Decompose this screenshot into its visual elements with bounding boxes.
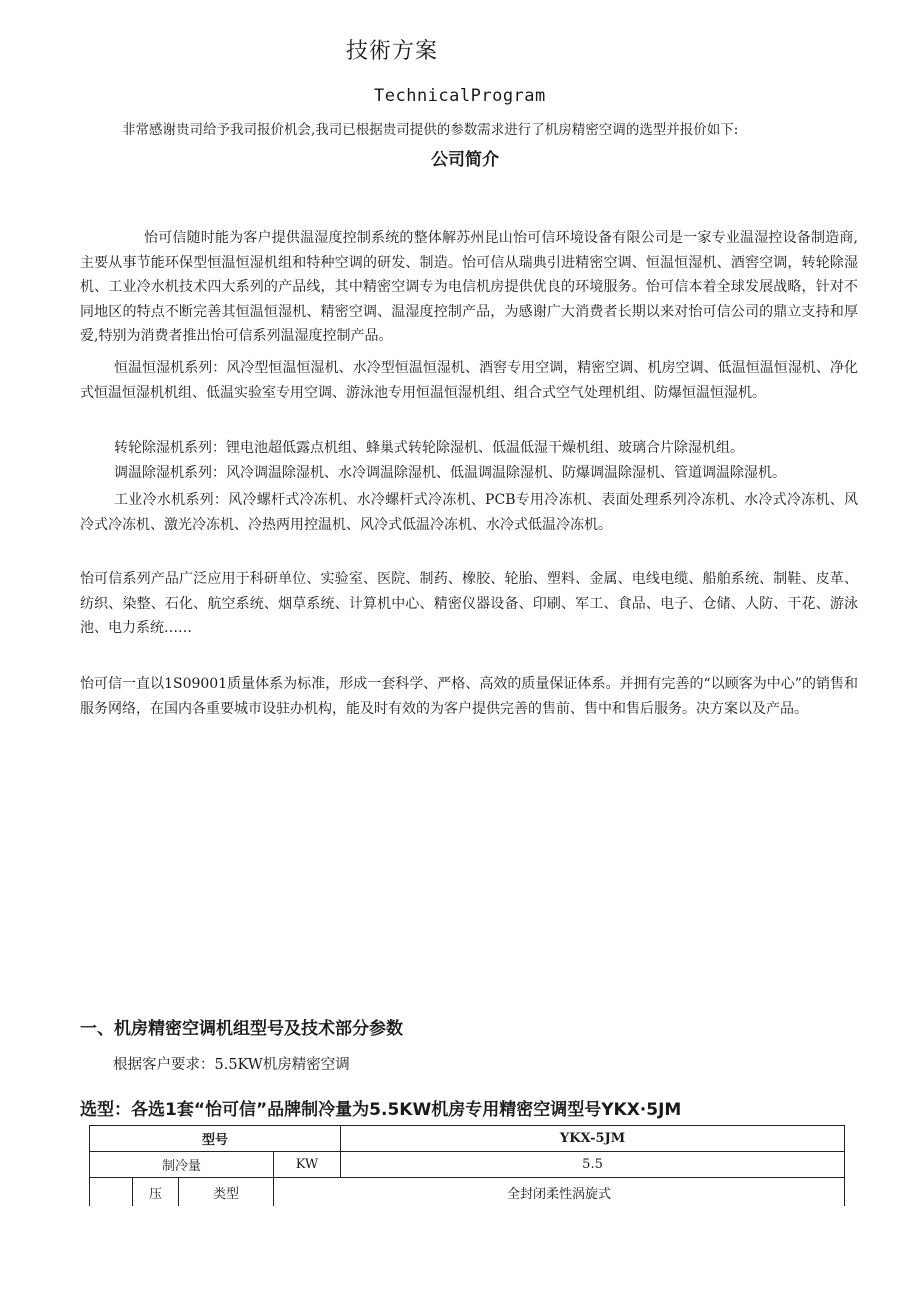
applications-paragraph: 怡可信系列产品广泛应用于科研单位、实验室、医院、制药、橡胶、轮胎、塑料、金属、电线电缆、船舶系统、制鞋、皮革、纺织、染整、石化、航空系统、烟草系统、计算机中心、精密仪器设备、印刷、军工、食品、电子、仓储、人防、干花、游泳池、电力系统…… <box>80 571 858 637</box>
compressor-type-label: 类型 <box>179 1178 274 1207</box>
table-row <box>90 1178 845 1207</box>
series-paragraph-chiller: 工业冷水机系列：风冷螺杆式冷冻机、水冷螺杆式冷冻机、PCB专用冷冻机、表面处理系列冷冻机、水冷式冷冻机、风冷式冷冻机、激光冷冻机、冷热两用控温机、风冷式低温冷冻机、水冷式低温冷冻机。 <box>80 492 858 533</box>
compressor-group-label: 压 <box>133 1178 179 1207</box>
section-heading: 一、机房精密空调机组型号及技术部分参数 <box>80 1019 403 1039</box>
selection-line: 选型：各选1套“怡可信”品牌制冷量为5.5KW机房专用精密空调型号YKX·5JM <box>80 1100 682 1120</box>
series-paragraph-humidity: 恒温恒湿机系列：风冷型恒温恒湿机、水冷型恒温恒湿机、酒窖专用空调，精密空调、机房空调、低温恒温恒湿机、净化式恒温恒湿机机组、低温实验室专用空调、游泳池专用恒温恒湿机组、组合式空气处理机组、防爆恒温恒湿机。 <box>80 360 858 401</box>
customer-requirement: 根据客户要求：5.5KW机房精密空调 <box>113 1057 350 1073</box>
cooling-capacity-value: 5.5 <box>341 1152 845 1178</box>
series-paragraph-temp-dehumidifier: 调温除湿机系列：风冷调温除湿机、水冷调温除湿机、低温调温除湿机、防爆调温除湿机、管道调温除湿机。 <box>114 465 786 481</box>
company-intro-heading: 公司简介 <box>431 150 499 170</box>
model-label: 型号 <box>90 1126 341 1152</box>
table-row <box>90 1126 845 1152</box>
document-title-cn: 技術方案 <box>346 39 439 64</box>
quality-paragraph: 怡可信一直以1S09001质量体系为标准，形成一套科学、严格、高效的质量保证体系。并拥有完善的“以顾客为中心”的销售和服务网络，在国内各重要城市设驻办机构，能及时有效的为客户提供完善的售前、售中和售后服务。决方案以及产品。 <box>80 676 858 717</box>
spec-table <box>89 1125 845 1206</box>
thanks-line: 非常感谢贵司给予我司报价机会,我司已根据贵司提供的参数需求进行了机房精密空调的选型并报价如下: <box>122 122 739 138</box>
table-row <box>90 1152 845 1178</box>
cooling-capacity-unit: KW <box>274 1152 341 1178</box>
series-paragraph-dehumidifier: 转轮除湿机系列：锂电池超低露点机组、蜂巢式转轮除湿机、低温低湿干燥机组、玻璃合片除湿机组。 <box>114 440 744 456</box>
cooling-capacity-label: 制冷量 <box>90 1152 274 1178</box>
company-intro-paragraph: 怡可信随时能为客户提供温湿度控制系统的整体解苏州昆山怡可信环境设备有限公司是一家专业温湿控设备制造商,主要从事节能环保型恒温恒湿机组和特种空调的研发、制造。怡可信从瑞典引进精密空调、恒温恒湿机、酒窖空调，转轮除湿机、工业冷水机技术四大系列的产品线，其中精密空调专为电信机房提供优良的环境服务。怡可信本着全球发展战略，针对不同地区的特点不断完善其恒温恒湿机、精密空调、温湿度控制产品，为感谢广大消费者长期以来对怡可信公司的鼎立支持和厚爱,特别为消费者推出怡可信系列温湿度控制产品。 <box>80 230 858 345</box>
spacer-cell <box>90 1178 133 1207</box>
compressor-type-value: 全封闭柔性涡旋式 <box>274 1178 845 1207</box>
document-title-en: TechnicalProgram <box>374 86 546 106</box>
model-value: YKX-5JM <box>341 1126 845 1152</box>
